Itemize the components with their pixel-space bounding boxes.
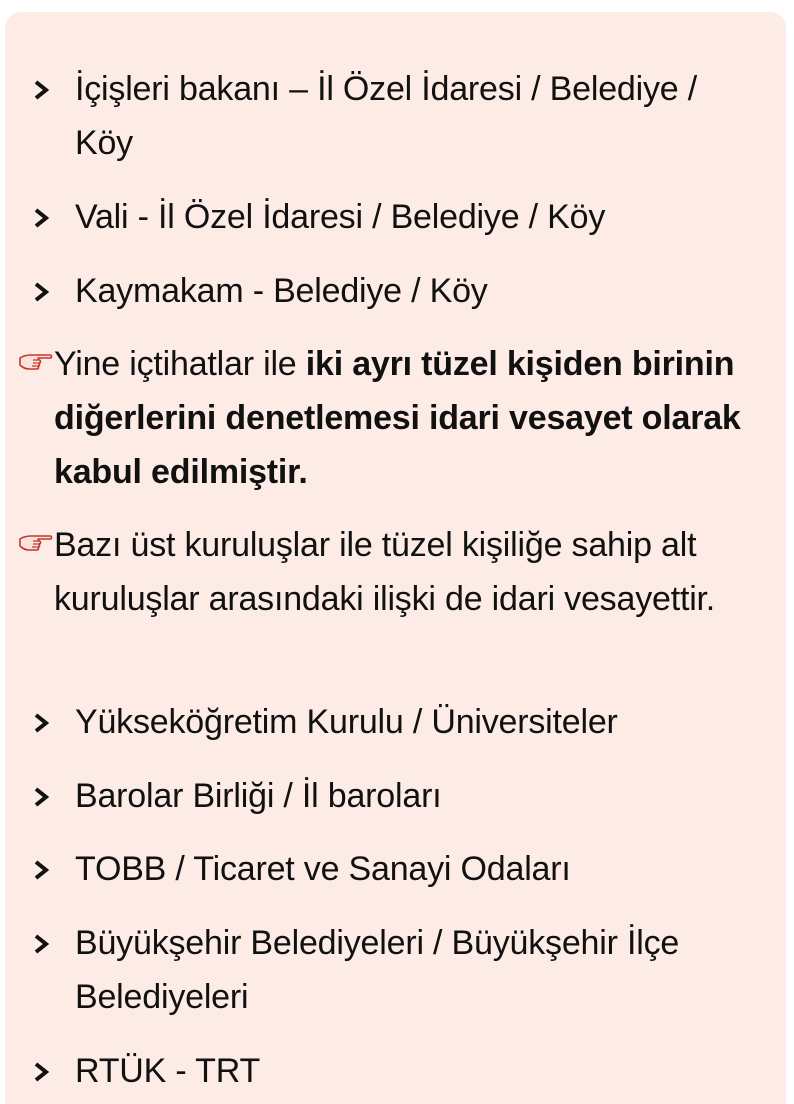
pointing-hand-icon	[19, 529, 53, 553]
list-item	[75, 1044, 755, 1098]
note-paragraph	[54, 518, 754, 626]
chevron-right-icon	[33, 934, 50, 954]
list-item-text: Kaymakam - Belediye / Köy	[75, 272, 488, 310]
list-item-text: Barolar Birliği / İl baroları	[75, 777, 442, 815]
list-item	[75, 842, 755, 896]
list-item	[75, 916, 755, 1024]
note-text: Bazı üst kuruluşlar ile tüzel kişiliğe sahip alt kuruluşlar arasındaki ilişki de idari vesayettir.	[54, 526, 716, 618]
list-item	[75, 264, 755, 318]
note-paragraph	[54, 337, 754, 499]
list-item-text: RTÜK - TRT	[75, 1052, 261, 1090]
list-item-text: Yükseköğretim Kurulu / Üniversiteler	[75, 703, 618, 741]
chevron-right-icon	[33, 713, 50, 733]
note-text-plain: Yine içtihatlar ile	[54, 345, 306, 383]
list-item	[75, 190, 755, 244]
list-item-text: Büyükşehir Belediyeleri / Büyükşehir İlçe Belediyeleri	[75, 924, 680, 1016]
list-item	[75, 695, 755, 749]
list-item	[75, 769, 755, 823]
chevron-right-icon	[33, 208, 50, 228]
content-card	[5, 12, 786, 1104]
chevron-right-icon	[33, 860, 50, 880]
chevron-right-icon	[33, 80, 50, 100]
list-item	[75, 62, 755, 170]
list-item-text: Vali - İl Özel İdaresi / Belediye / Köy	[75, 198, 606, 236]
pointing-hand-icon	[19, 348, 53, 372]
chevron-right-icon	[33, 1062, 50, 1082]
note-text-bold: iki ayrı tüzel kişiden birinin diğerlerini denetlemesi idari vesayet olarak kabul edilmiştir.	[54, 345, 741, 491]
list-item-text: TOBB / Ticaret ve Sanayi Odaları	[75, 850, 571, 888]
chevron-right-icon	[33, 787, 50, 807]
chevron-right-icon	[33, 282, 50, 302]
list-item-text: İçişleri bakanı – İl Özel İdaresi / Belediye / Köy	[75, 70, 697, 162]
